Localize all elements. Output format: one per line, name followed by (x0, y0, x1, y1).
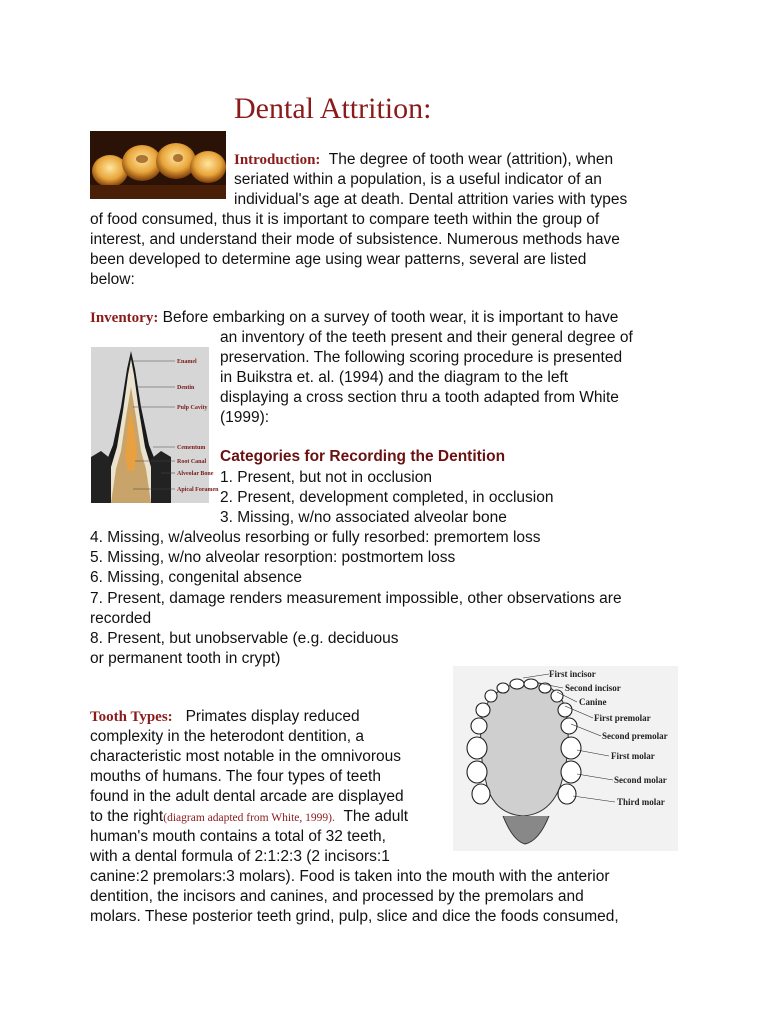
dental-arcade-diagram (453, 666, 678, 851)
intro-line-1: Introduction: The degree of tooth wear (attrition), when (234, 151, 614, 168)
label-alveolar-bone: Alveolar Bone (177, 471, 214, 477)
category-item: 3. Missing, w/no associated alveolar bone (220, 509, 507, 526)
label-dentin: Dentin (177, 385, 195, 391)
category-item: 2. Present, development completed, in occlusion (220, 489, 554, 506)
category-item: 7. Present, damage renders measurement impossible, other observations are (90, 590, 622, 607)
tooth-types-line-11: molars. These posterior teeth grind, pulp, slice and dice the foods consumed, (90, 908, 619, 925)
tooth-types-line-6: to the right(diagram adapted from White, 1999). The adult (90, 808, 409, 825)
diagram-citation: (diagram adapted from White, 1999). (163, 812, 335, 824)
label-apical-foramen: Apical Foramen (177, 487, 219, 493)
intro-line-6: been developed to determine age using wear patterns, several are listed (90, 251, 587, 268)
label-root-canal: Root Canal (177, 459, 207, 465)
tooth-types-line-9: canine:2 premolars:3 molars). Food is taken into the mouth with the anterior (90, 868, 610, 885)
label-pulp-cavity: Pulp Cavity (177, 405, 208, 411)
category-item: 1. Present, but not in occlusion (220, 469, 432, 486)
label-enamel: Enamel (177, 359, 197, 365)
tooth-types-line-7: human's mouth contains a total of 32 teeth, (90, 828, 386, 845)
tooth-types-line-5: found in the adult dental arcade are displayed (90, 788, 404, 805)
inventory-line-3: preservation. The following scoring procedure is presented (220, 349, 623, 366)
tooth-types-line-4: mouths of humans. The four types of teeth (90, 768, 381, 785)
intro-line-7: below: (90, 271, 135, 288)
label-second-incisor: Second incisor (565, 683, 621, 693)
label-first-incisor: First incisor (549, 669, 596, 679)
inventory-line-5: displaying a cross section thru a tooth adapted from White (220, 389, 619, 406)
category-item: or permanent tooth in crypt) (90, 650, 281, 667)
intro-label: Introduction: (234, 152, 321, 168)
label-cementum: Cementum (177, 445, 206, 451)
intro-line-2: seriated within a population, is a useful indicator of an (234, 171, 602, 188)
intro-line-5: interest, and understand their mode of subsistence. Numerous methods have (90, 231, 620, 248)
teeth-photo (90, 131, 226, 199)
label-second-premolar: Second premolar (602, 731, 668, 741)
tooth-types-line-8: with a dental formula of 2:1:2:3 (2 incisors:1 (90, 848, 390, 865)
categories-heading: Categories for Recording the Dentition (220, 448, 506, 465)
tooth-types-line-10: dentition, the incisors and canines, and processed by the premolars and (90, 888, 584, 905)
intro-line-4: of food consumed, thus it is important to compare teeth within the group of (90, 211, 600, 228)
category-item: 8. Present, but unobservable (e.g. deciduous (90, 630, 399, 647)
tooth-cross-section-diagram (91, 347, 219, 503)
category-item: 6. Missing, congenital absence (90, 569, 302, 586)
tooth-types-line-1: Tooth Types: Primates display reduced (90, 708, 360, 725)
inventory-line-2: an inventory of the teeth present and their general degree of (220, 329, 633, 346)
inventory-line-4: in Buikstra et. al. (1994) and the diagram to the left (220, 369, 569, 386)
inventory-label: Inventory: (90, 310, 159, 326)
tooth-types-line-2: complexity in the heterodont dentition, a (90, 728, 365, 745)
label-first-molar: First molar (611, 751, 655, 761)
label-first-premolar: First premolar (594, 713, 651, 723)
label-second-molar: Second molar (614, 775, 667, 785)
inventory-line-1: Inventory: Before embarking on a survey of tooth wear, it is important to have (90, 309, 619, 326)
category-item: 5. Missing, w/no alveolar resorption: postmortem loss (90, 549, 456, 566)
label-third-molar: Third molar (617, 797, 665, 807)
tooth-types-label: Tooth Types: (90, 709, 173, 725)
category-item: 4. Missing, w/alveolus resorbing or fully resorbed: premortem loss (90, 529, 541, 546)
intro-line-3: individual's age at death. Dental attrition varies with types (234, 191, 628, 208)
label-canine: Canine (579, 697, 607, 707)
tooth-types-line-3: characteristic most notable in the omnivorous (90, 748, 402, 765)
category-item: recorded (90, 610, 152, 627)
inventory-line-6: (1999): (220, 409, 270, 426)
page-title: Dental Attrition: (234, 92, 432, 125)
